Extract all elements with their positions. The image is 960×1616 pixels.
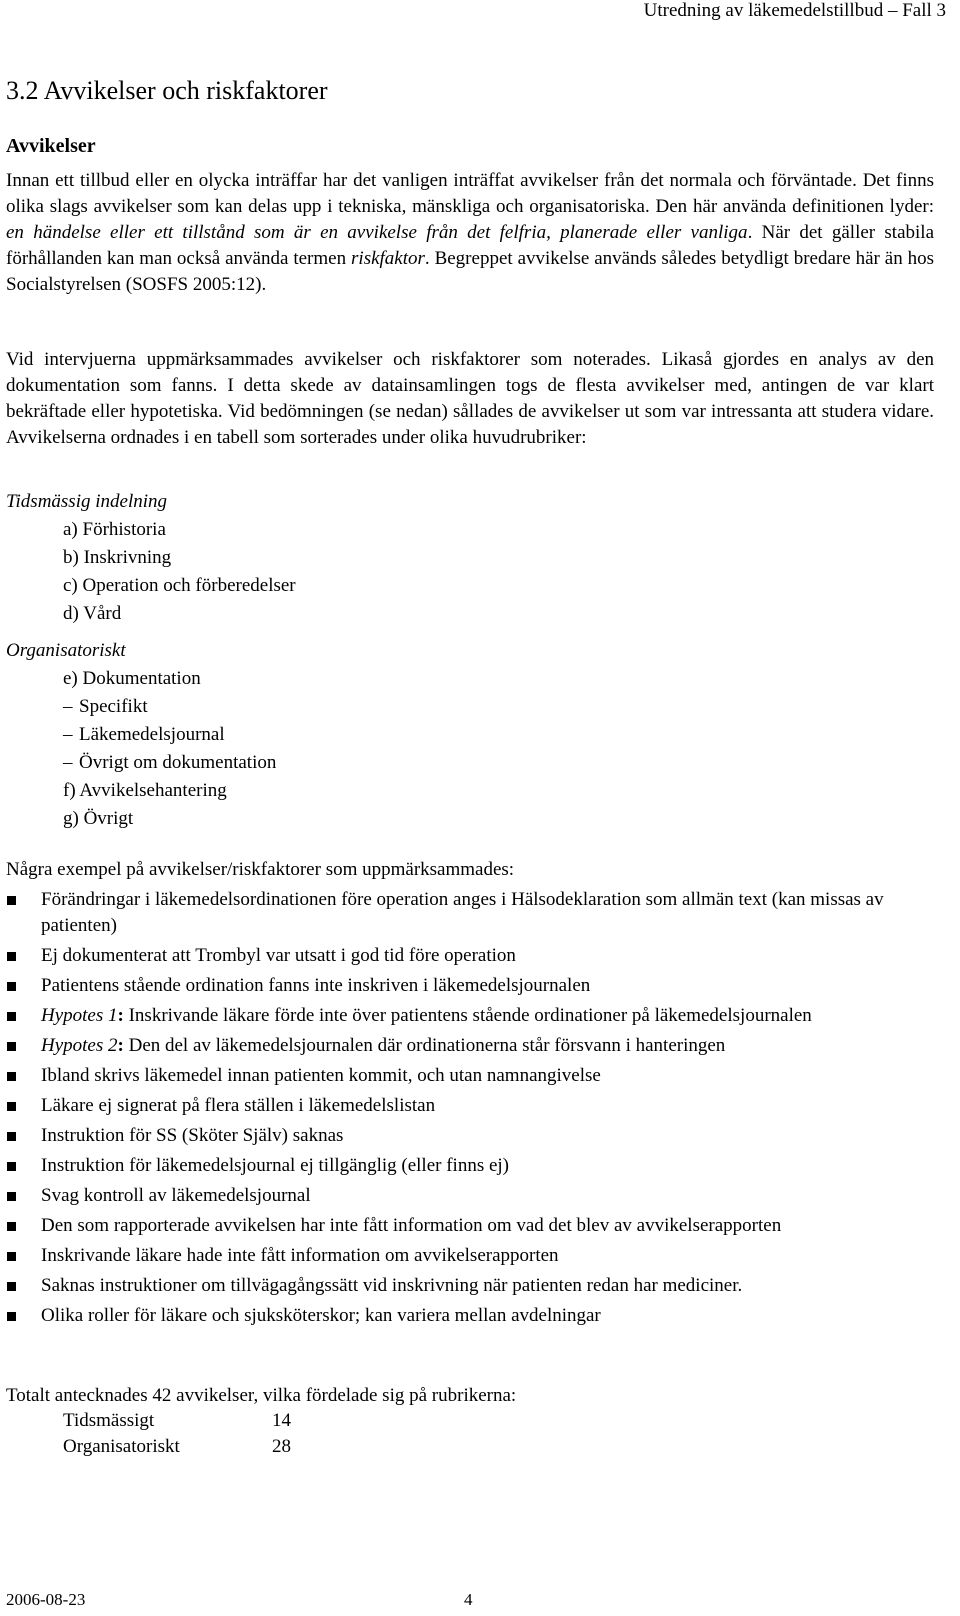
bullet-square-icon — [7, 982, 16, 991]
category-label-temporal: Tidsmässig indelning — [6, 491, 167, 512]
list-item — [6, 943, 934, 969]
list-item — [6, 887, 934, 939]
list-item-text: Olika roller för läkare och sjuksköterskor; kan variera mellan avdelningar — [41, 1305, 601, 1326]
list-item-text: Svag kontroll av läkemedelsjournal — [41, 1185, 311, 1206]
list-item — [6, 1033, 934, 1059]
section-title: 3.2 Avvikelser och riskfaktorer — [6, 76, 328, 105]
bullet-square-icon — [7, 1042, 16, 1051]
footer-date: 2006-08-23 — [6, 1590, 86, 1609]
organisational-subitem: – Specifikt — [63, 694, 148, 720]
temporal-item: b) Inskrivning — [63, 547, 172, 568]
examples-list — [6, 887, 934, 1333]
page-number: 4 — [464, 1590, 473, 1609]
list-item — [6, 1303, 934, 1329]
paragraph-interviews: Vid intervjuerna uppmärksammades avvikelser och riskfaktorer som noterades. Likaså gjordes en analys av den dokumentation som fanns. I detta skede av datainsamlingen togs de flesta avvikelser med, antingen de var klart bekräftade eller hypotetiska. Vid bedömningen (se nedan) sållades de avvikelser ut som var intressanta att studera vidare. Avvikelserna ordnades i en tabell som sorterades under olika huvudrubriker: — [6, 349, 934, 448]
para1-term-riskfaktor: riskfaktor — [351, 248, 425, 269]
list-item-text: Instruktion för SS (Sköter Själv) saknas — [41, 1125, 344, 1146]
running-header: Utredning av läkemedelstillbud – Fall 3 — [643, 0, 946, 21]
list-item-text: Inskrivande läkare förde inte över patientens stående ordinationer på läkemedelsjournalen — [128, 1005, 812, 1026]
totals-row-label: Tidsmässigt — [63, 1410, 155, 1431]
paragraph-definition — [6, 168, 934, 298]
list-item — [6, 1063, 934, 1089]
totals-row — [63, 1434, 291, 1460]
list-item — [6, 973, 934, 999]
examples-intro: Några exempel på avvikelser/riskfaktorer som uppmärksammades: — [6, 859, 515, 880]
list-item-text: Läkare ej signerat på flera ställen i läkemedelslistan — [41, 1095, 436, 1116]
organisational-item-f: f) Avvikelsehantering — [63, 780, 227, 801]
bullet-square-icon — [7, 1222, 16, 1231]
list-item — [6, 1273, 934, 1299]
list-item — [6, 1153, 934, 1179]
list-item-text: Den som rapporterade avvikelsen har inte fått information om vad det blev av avvikelserapporten — [41, 1215, 782, 1236]
list-item-text: Ej dokumenterat att Trombyl var utsatt i god tid före operation — [41, 945, 516, 966]
bullet-square-icon — [7, 896, 16, 905]
bullet-square-icon — [7, 1252, 16, 1261]
list-item-text: Inskrivande läkare hade inte fått information om avvikelserapporten — [41, 1245, 559, 1266]
bullet-square-icon — [7, 1102, 16, 1111]
totals-row-value: 28 — [272, 1436, 291, 1457]
bullet-square-icon — [7, 1312, 16, 1321]
temporal-item: c) Operation och förberedelser — [63, 575, 296, 596]
bullet-square-icon — [7, 952, 16, 961]
totals-row-value: 14 — [272, 1410, 291, 1431]
bullet-square-icon — [7, 1012, 16, 1021]
organisational-item-g: g) Övrigt — [63, 808, 134, 829]
totals-row — [63, 1408, 291, 1434]
list-item — [6, 1213, 934, 1239]
bullet-square-icon — [7, 1132, 16, 1141]
list-item-text: Den del av läkemedelsjournalen där ordinationerna står försvann i hanteringen — [128, 1035, 726, 1056]
para1-text-a: Innan ett tillbud eller en olycka inträffar har det vanligen inträffat avvikelser från det normala och förväntade. Det finns olika slags avvikelser som kan delas upp i tekniska, mänskliga och organisatoriska. Den här använda definitionen lyder: — [6, 170, 934, 217]
bullet-square-icon — [7, 1162, 16, 1171]
subheading-avvikelser: Avvikelser — [6, 135, 96, 157]
para1-definition-italic: en händelse eller ett tillstånd som är en avvikelse från det felfria, planerade eller vanliga — [6, 222, 748, 243]
para1-text-c: . När det gäller stabila förhållanden kan man också använda termen — [6, 222, 934, 269]
list-item-text: Instruktion för läkemedelsjournal ej tillgänglig (eller finns ej) — [41, 1155, 510, 1176]
list-item-text: Patientens stående ordination fanns inte inskriven i läkemedelsjournalen — [41, 975, 591, 996]
hypothesis-label: Hypotes 2 — [41, 1035, 118, 1056]
hypothesis-label: Hypotes 1 — [41, 1005, 118, 1026]
totals-intro: Totalt antecknades 42 avvikelser, vilka fördelade sig på rubrikerna: — [6, 1385, 517, 1406]
list-item — [6, 1183, 934, 1209]
list-item — [6, 1003, 934, 1029]
bullet-square-icon — [7, 1282, 16, 1291]
totals-row-label: Organisatoriskt — [63, 1436, 180, 1457]
list-item — [6, 1093, 934, 1119]
temporal-item: a) Förhistoria — [63, 519, 166, 540]
bullet-square-icon — [7, 1192, 16, 1201]
list-item-text: Ibland skrivs läkemedel innan patienten kommit, och utan namnangivelse — [41, 1065, 601, 1086]
list-item-text: Förändringar i läkemedelsordinationen före operation anges i Hälsodeklaration som allmän text (kan missas av patienten) — [41, 889, 884, 936]
list-item — [6, 1123, 934, 1149]
list-item-text: Saknas instruktioner om tillvägagångssätt vid inskrivning när patienten redan har mediciner. — [41, 1275, 743, 1296]
temporal-item: d) Vård — [63, 603, 122, 624]
hypothesis-colon: : — [117, 1005, 124, 1026]
organisational-subitem: – Övrigt om dokumentation — [63, 750, 276, 776]
organisational-item-e: e) Dokumentation — [63, 668, 201, 689]
hypothesis-colon: : — [117, 1035, 124, 1056]
bullet-square-icon — [7, 1072, 16, 1081]
organisational-subitem: – Läkemedelsjournal — [63, 722, 225, 748]
list-item — [6, 1243, 934, 1269]
para1-text-e: . Begreppet avvikelse används således betydligt bredare här än hos Socialstyrelsen (SOSFS 2005:12). — [6, 248, 935, 295]
category-label-organisational: Organisatoriskt — [6, 640, 126, 661]
